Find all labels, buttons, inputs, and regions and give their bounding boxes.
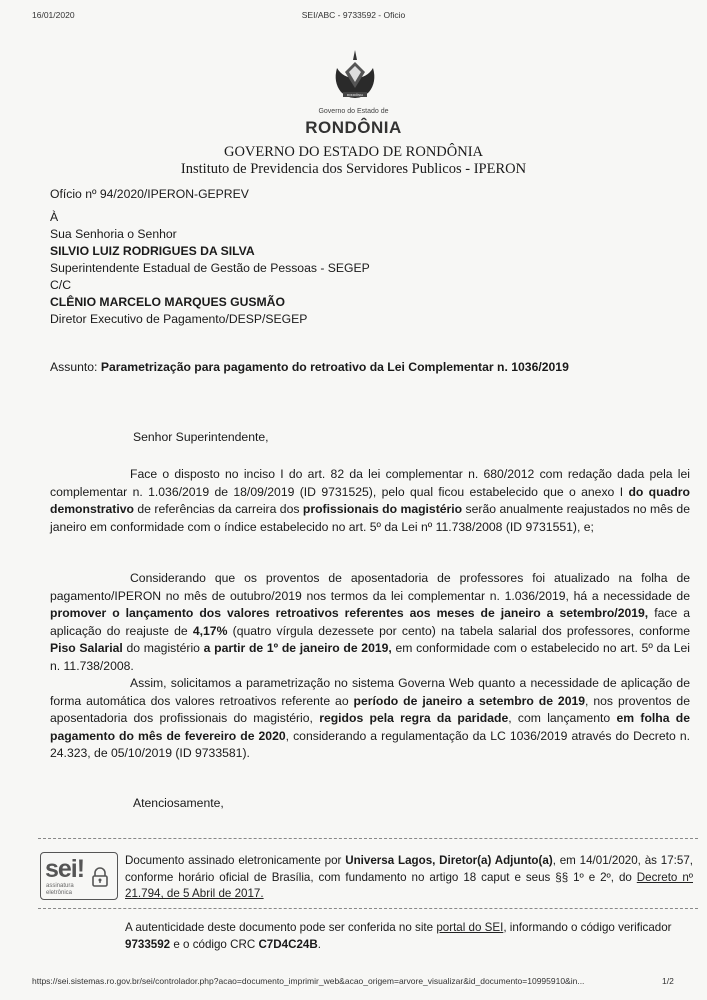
p2-text-a: Considerando que os proventos de aposentadoria de professores foi atualizado na folha de pagamento/IPERON no mês de outubro/2019 nos termos da lei complementar n. 1.036/2019, há a necessidade de — [50, 571, 690, 603]
auth-text-c: e o código CRC — [170, 937, 259, 951]
gov-title: GOVERNO DO ESTADO DE RONDÔNIA — [223, 144, 484, 160]
recipient-name: SILVIO LUIZ RODRIGUES DA SILVA — [50, 244, 255, 258]
p3-text-c: , nos proventos de aposentadoria dos profissionais do magistério, — [50, 693, 690, 726]
paragraph-3 — [50, 675, 690, 763]
to-label: À — [50, 210, 59, 224]
signature-divider-top — [38, 838, 698, 839]
seal-logo-text: sei! — [45, 855, 85, 883]
p2-bold-2: 4,17% — [192, 623, 228, 638]
seal-sub-2: eletrônica — [46, 890, 73, 896]
p1-text-a: Face o disposto no inciso I do art. 82 da lei complementar n. 680/2012 com redação dada pela lei complementar n. 1.036/2019 de 18/09/2019 (ID 9731525), pelo qual ficou estabelecido que o anexo I — [50, 467, 690, 499]
seal-subtitle — [46, 883, 74, 897]
salutation: Sua Senhoria o Senhor — [50, 227, 177, 241]
p2-bold-1: promover o lançamento dos valores retroativos referentes aos meses de janeiro a setembro/2019, — [50, 606, 649, 621]
p2-bold-4: a partir de 1º de janeiro de 2019, — [203, 641, 392, 656]
p3-text-d: , com lançamento — [508, 711, 617, 726]
subject-text: Parametrização para pagamento do retroativo da Lei Complementar n. 1036/2019 — [100, 360, 569, 374]
p3-bold-3: em folha de pagamento do mês de fevereiro de 2020 — [50, 711, 691, 743]
paragraph-1 — [50, 466, 690, 536]
subject-label: Assunto: — [50, 360, 101, 374]
portal-sei-link[interactable]: portal do SEI — [436, 921, 504, 934]
p3-text-e: , considerando a regulamentação da LC 1036/2019 através do Decreto n. 24.323, de 05/10/2019 (ID 9733581). — [50, 728, 690, 761]
oficio-id: 94/2020/IPERON-GEPREV — [99, 187, 249, 201]
auth-text-d: . — [317, 937, 321, 951]
institute-title: Instituto de Previdencia dos Servidores Publicos - IPERON — [180, 161, 527, 177]
authenticity-text — [125, 920, 693, 953]
sig-text-b: , em 14/01/2020, às 17:57, conforme horário oficial de Brasília, com fundamento no artigo 18 caput e seus §§ 1º e 2º, do — [125, 854, 693, 884]
svg-text:RONDÔNIA: RONDÔNIA — [346, 93, 364, 97]
p2-text-d: (quatro vírgula dezessete por cento) na tabela salarial dos professores, conforme — [227, 623, 690, 638]
oficio-prefix: Ofício nº — [50, 187, 100, 201]
p2-text-c: face a aplicação do reajuste de — [50, 606, 690, 638]
decree-link[interactable]: Decreto nº 21.794, de 5 Abril de 2017. — [125, 870, 693, 900]
page-number: 1/2 — [662, 976, 674, 986]
recipient-role: Superintendente Estadual de Gestão de Pessoas - SEGEP — [50, 261, 370, 275]
p3-bold-2: regidos pela regra da paridade — [319, 711, 509, 726]
p1-bold-1: do quadro demonstrativo — [50, 484, 690, 517]
p2-bold-3: Piso Salarial — [50, 641, 123, 656]
signature-text — [125, 853, 693, 903]
footer-url: https://sei.sistemas.ro.gov.br/sei/controlador.php?acao=documento_imprimir_web&acao_origem=arvore_visualizar&id_documento=10995910&in... — [32, 976, 585, 986]
p1-bold-2: profissionais do magistério — [302, 502, 463, 517]
crc-code: C7D4C24B — [258, 937, 318, 951]
p3-bold-1: período de janeiro a setembro de 2019 — [353, 693, 586, 708]
p2-text-f: em conformidade com o estabelecido no art. 5º da Lei n. 11.738/2008. — [50, 641, 690, 673]
p2-text-e: do magistério — [122, 641, 204, 656]
print-title: SEI/ABC - 9733592 - Oficio — [301, 10, 406, 20]
state-coat-of-arms-icon — [327, 48, 383, 104]
seal-sub-1: assinatura — [46, 883, 74, 889]
paragraph-2 — [50, 570, 690, 676]
auth-text-a: A autenticidade deste documento pode ser conferida no site — [125, 921, 437, 934]
p1-text-d: serão anualmente reajustados no mês de janeiro em conformidade com o índice estabelecido no art. 5º da Lei nº 11.738/2008 (ID 9731551), e; — [50, 502, 690, 534]
p3-text-a: Assim, solicitamos a parametrização no sistema Governa Web quanto a necessidade de aplicação de forma automática dos valores retroativos referente ao — [50, 676, 690, 708]
closing: Atenciosamente, — [133, 796, 224, 810]
subject-line — [50, 359, 569, 376]
cc-role: Diretor Executivo de Pagamento/DESP/SEGEP — [50, 312, 308, 326]
oficio-number — [50, 186, 249, 203]
greeting: Senhor Superintendente, — [133, 430, 269, 444]
p1-text-c: de referências da carreira dos — [133, 502, 303, 517]
auth-text-b: , informando o código verificador — [503, 921, 672, 934]
state-name: RONDÔNIA — [305, 118, 402, 137]
print-date: 16/01/2020 — [32, 10, 75, 20]
verifier-code: 9733592 — [125, 937, 171, 951]
signature-divider-bottom — [38, 908, 698, 909]
cc-label: C/C — [50, 278, 71, 292]
signer-name: Universa Lagos, Diretor(a) Adjunto(a) — [345, 854, 553, 867]
gov-small-label: Governo do Estado de — [318, 108, 389, 115]
sei-signature-seal — [40, 852, 118, 900]
lock-icon — [91, 867, 109, 887]
cc-name: CLÊNIO MARCELO MARQUES GUSMÃO — [50, 295, 285, 309]
sig-text-a: Documento assinado eletronicamente por — [125, 854, 346, 867]
